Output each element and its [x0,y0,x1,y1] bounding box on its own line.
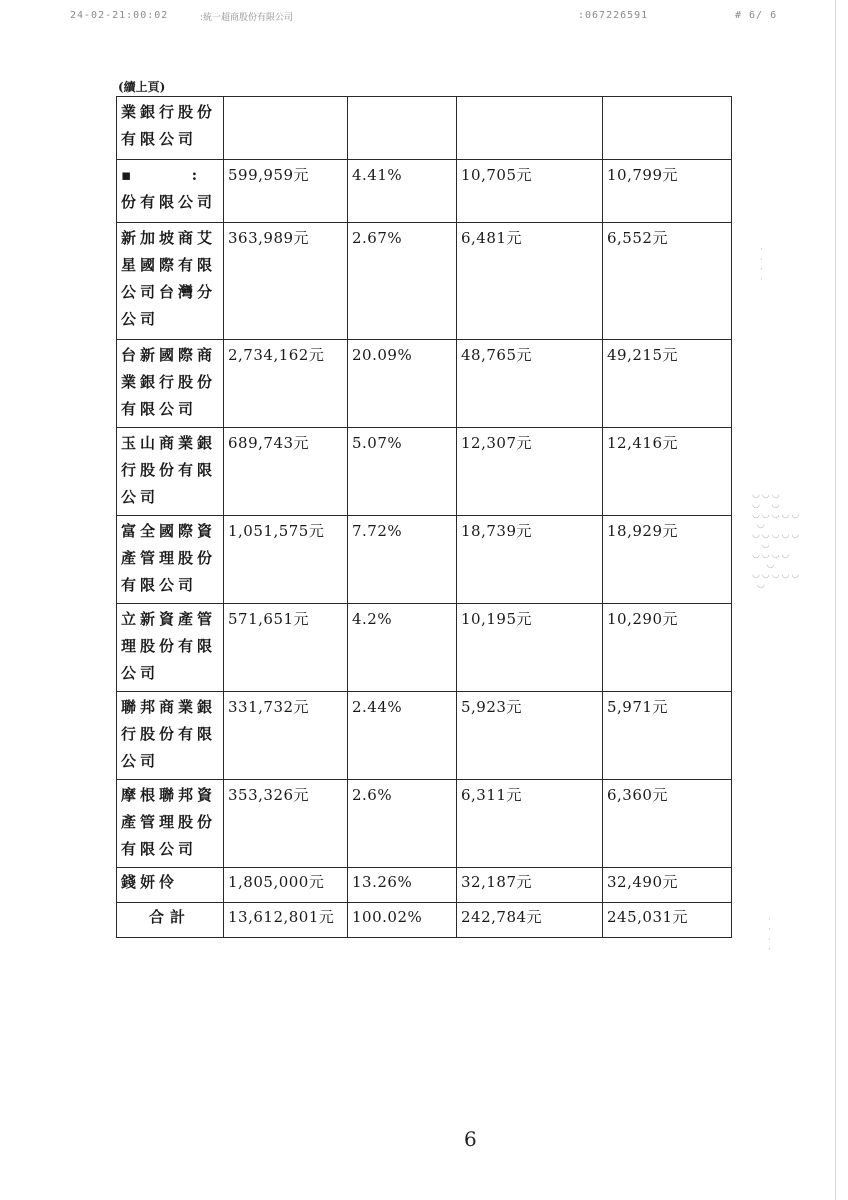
amount-cell: 1,805,000元 [224,868,348,903]
continued-label: (續上頁) [118,80,166,94]
creditor-name-cell: 錢妍伶 [117,868,224,903]
value-cell: 12,307元 [457,428,603,516]
value-cell: 6,552元 [603,223,732,340]
creditor-name-cell: 富全國際資產管理股份有限公司 [117,516,224,604]
amount-cell: 599,959元 [224,160,348,223]
value-cell: 48,765元 [457,340,603,428]
value-cell: 10,195元 [457,604,603,692]
total-value-cell: 242,784元 [457,903,603,938]
percent-cell: 4.41% [348,160,457,223]
value-cell: 6,481元 [457,223,603,340]
value-cell: 18,739元 [457,516,603,604]
fax-header [0,10,848,24]
percent-cell [348,97,457,160]
value-cell: 5,923元 [457,692,603,780]
creditor-name-cell: 聯邦商業銀行股份有限公司 [117,692,224,780]
percent-cell: 2.67% [348,223,457,340]
fax-sender: :統一超商股份有限公司 [200,13,294,23]
scan-speckles: · · · · [760,245,765,285]
value-cell [457,97,603,160]
percent-cell: 20.09% [348,340,457,428]
value-cell: 6,360元 [603,780,732,868]
creditor-name-cell: 玉山商業銀行股份有限公司 [117,428,224,516]
value-cell: 10,290元 [603,604,732,692]
page-number: 6 [464,1127,477,1151]
table-row [117,604,732,692]
scan-speckles: · · · · [768,915,773,955]
amount-cell: 689,743元 [224,428,348,516]
table-row [117,516,732,604]
creditor-name-cell: 業銀行股份有限公司 [117,97,224,160]
value-cell: 32,490元 [603,868,732,903]
amount-cell: 331,732元 [224,692,348,780]
creditor-name-cell: 新加坡商艾星國際有限公司台灣分公司 [117,223,224,340]
table-row [117,97,732,160]
amount-cell: 363,989元 [224,223,348,340]
percent-cell: 5.07% [348,428,457,516]
value-cell: 12,416元 [603,428,732,516]
amount-cell: 571,651元 [224,604,348,692]
table-row [117,868,732,903]
fax-time: 24-02-21:00:02 [70,10,169,21]
total-label-cell: 合計 [117,903,224,938]
value-cell [603,97,732,160]
value-cell: 6,311元 [457,780,603,868]
value-cell: 49,215元 [603,340,732,428]
table-row [117,223,732,340]
value-cell: 5,971元 [603,692,732,780]
table-row [117,160,732,223]
amount-cell: 353,326元 [224,780,348,868]
creditor-amount-table [116,96,732,938]
amount-cell: 2,734,162元 [224,340,348,428]
creditor-name-cell: 台新國際商業銀行股份有限公司 [117,340,224,428]
total-amount-cell: 13,612,801元 [224,903,348,938]
value-cell: 32,187元 [457,868,603,903]
amount-cell [224,97,348,160]
table-row [117,340,732,428]
fax-number: :067226591 [578,10,649,21]
percent-cell: 4.2% [348,604,457,692]
percent-cell: 13.26% [348,868,457,903]
fax-page-indicator: # 6/ 6 [735,10,778,21]
creditor-name-cell: ▪ : 份有限公司 [117,160,224,223]
page-edge-line [835,0,836,1200]
percent-cell: 2.6% [348,780,457,868]
total-percent-cell: 100.02% [348,903,457,938]
value-cell: 10,799元 [603,160,732,223]
scan-speckles: ◡◡◡ ◡ ◡ ◡◡◡◡◡ ◡ ◡◡◡◡◡ ◡ ◡◡◡◡ ◡ ◡◡◡◡◡ ◡ [752,490,802,590]
percent-cell: 2.44% [348,692,457,780]
value-cell: 18,929元 [603,516,732,604]
table-row [117,428,732,516]
table-row [117,780,732,868]
amount-cell: 1,051,575元 [224,516,348,604]
percent-cell: 7.72% [348,516,457,604]
table-row [117,692,732,780]
total-row [117,903,732,938]
value-cell: 10,705元 [457,160,603,223]
creditor-name-cell: 立新資產管理股份有限公司 [117,604,224,692]
total-value-cell: 245,031元 [603,903,732,938]
creditor-name-cell: 摩根聯邦資產管理股份有限公司 [117,780,224,868]
